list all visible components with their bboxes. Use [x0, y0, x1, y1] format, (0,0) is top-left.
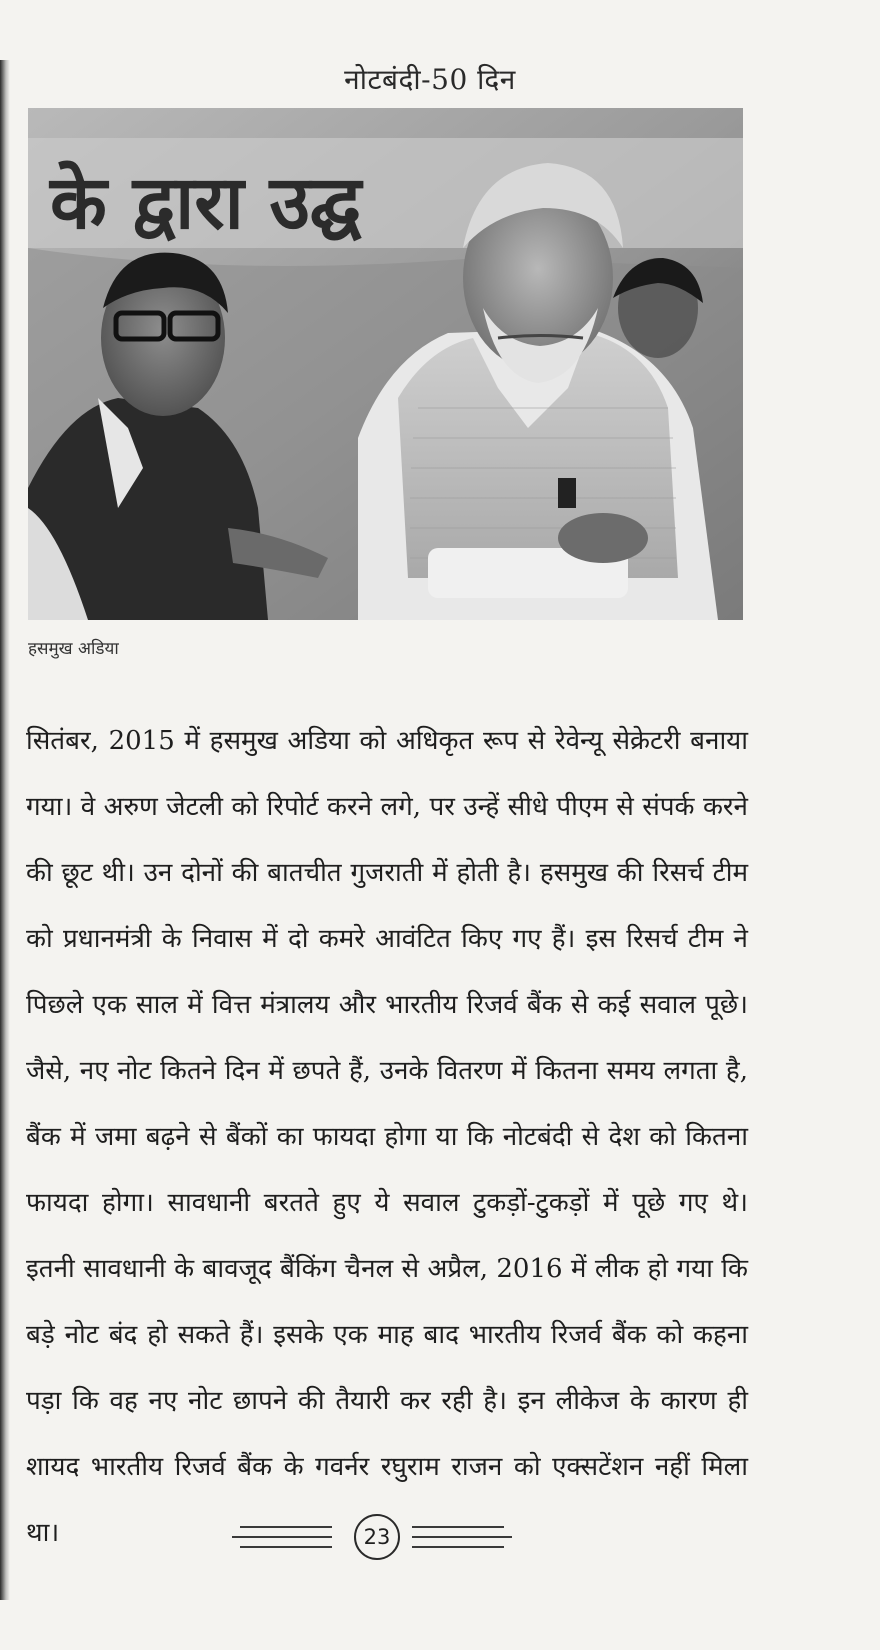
figure-photo [28, 108, 743, 620]
right-rule [412, 1536, 512, 1538]
body-line: था। [26, 1518, 60, 1548]
page-footer [232, 1512, 522, 1562]
figure-caption: हसमुख अडिया [28, 639, 119, 659]
body-line: को प्रधानमंत्री के निवास में दो कमरे आवंटित किए गए हैं। इस रिसर्च टीम ने [26, 924, 748, 954]
body-paragraph [26, 708, 748, 1566]
body-line: जैसे, नए नोट कितने दिन में छपते हैं, उनके वितरण में कितना समय लगता है, [26, 1056, 748, 1086]
body-line: बड़े नोट बंद हो सकते हैं। इसके एक माह बाद भारतीय रिजर्व बैंक को कहना [26, 1320, 748, 1350]
right-rule [412, 1526, 504, 1528]
body-line: सितंबर, 2015 में हसमुख अडिया को अधिकृत रूप से रेवेन्यू सेक्रेटरी बनाया [26, 726, 748, 756]
body-line: गया। वे अरुण जेटली को रिपोर्ट करने लगे, पर उन्हें सीधे पीएम से संपर्क करने [26, 792, 748, 822]
page-edge-shadow [0, 60, 10, 1600]
body-line: की छूट थी। उन दोनों की बातचीत गुजराती में होती है। हसमुख की रिसर्च टीम [26, 858, 748, 888]
right-rule [412, 1546, 504, 1548]
body-line: इतनी सावधानी के बावजूद बैंकिंग चैनल से अप्रैल, 2016 में लीक हो गया कि [26, 1254, 748, 1284]
left-rule [240, 1526, 332, 1528]
body-line: शायद भारतीय रिजर्व बैंक के गवर्नर रघुराम राजन को एक्सटेंशन नहीं मिला [26, 1452, 748, 1482]
body-line: पिछले एक साल में वित्त मंत्रालय और भारतीय रिजर्व बैंक से कई सवाल पूछे। [26, 990, 748, 1020]
left-rule [240, 1546, 332, 1548]
left-rule [232, 1536, 332, 1538]
body-line: बैंक में जमा बढ़ने से बैंकों का फायदा होगा या कि नोटबंदी से देश को कितना [26, 1122, 748, 1152]
body-line: फायदा होगा। सावधानी बरतते हुए ये सवाल टुकड़ों-टुकड़ों में पूछे गए थे। [26, 1188, 748, 1218]
page-number: 23 [354, 1514, 400, 1560]
running-title: नोटबंदी-50 दिन [344, 63, 516, 96]
banner-text: के द्वारा उद्घ [50, 160, 362, 246]
body-line: पड़ा कि वह नए नोट छापने की तैयारी कर रही है। इन लीकेज के कारण ही [26, 1386, 748, 1416]
photo-illustration [28, 108, 743, 620]
